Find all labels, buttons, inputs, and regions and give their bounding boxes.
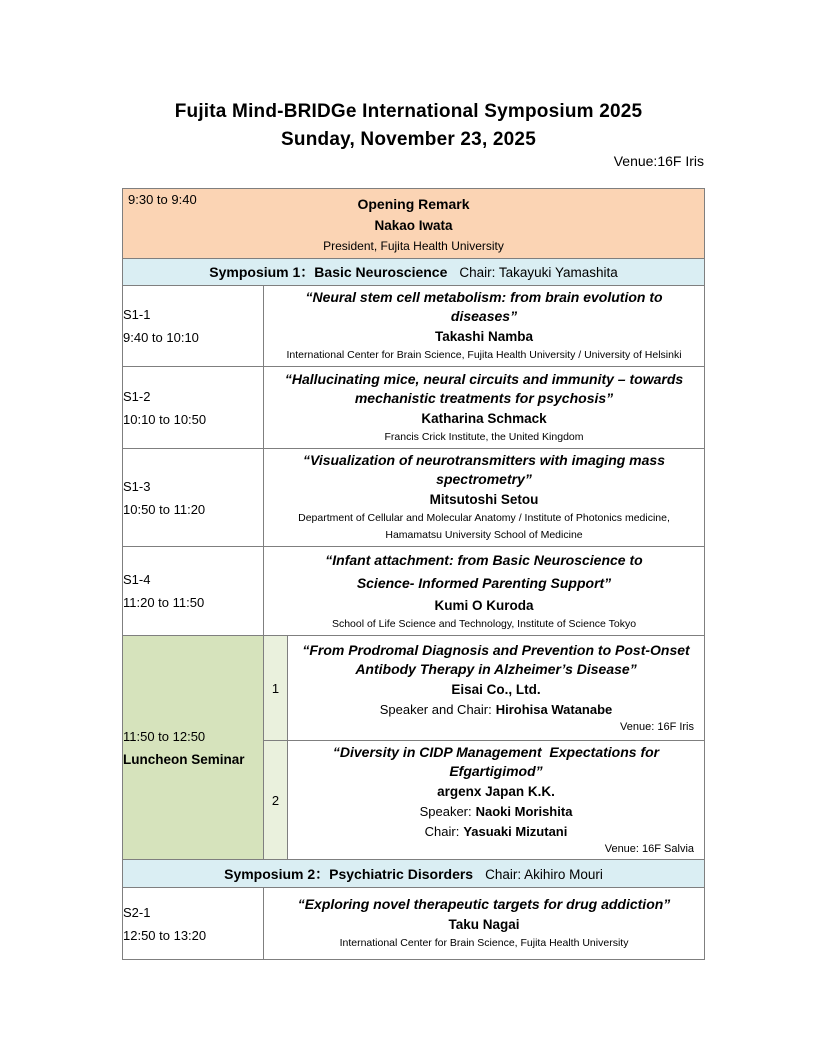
talk-speaker: Takashi Namba [434,329,534,344]
session-time: 10:50 to 11:20 [123,501,206,517]
opening-time: 9:30 to 9:40 [128,192,197,207]
session-code-cell [123,888,264,960]
session-code: S1-2 [123,388,151,404]
speaker-chair-label: Speaker and Chair: [379,702,492,717]
chair-label: Chair: [424,824,460,839]
session-code-cell [123,367,264,449]
talk-title: “Neural stem cell metabolism: from brain evolution to diseases” [305,289,667,324]
symposium2-chair: Chair: Akihiro Mouri [485,866,603,882]
session-row-s1-4 [123,547,705,636]
luncheon-row-1 [123,636,705,741]
symposium1-header-row [123,259,705,286]
talk-affiliation: School of Life Science and Technology, Institute of Science Tokyo [331,618,637,630]
symposium2-header-row [123,860,705,888]
talk-title-line1: “Hallucinating mice, neural circuits and immunity – towards [284,370,684,387]
sponsor-company: Eisai Co., Ltd. [451,682,541,697]
talk-speaker: Katharina Schmack [421,410,547,426]
speaker-name: Naoki Morishita [475,804,573,819]
session-code-cell [123,286,264,367]
session-content [264,547,704,635]
session-code: S2-1 [123,904,151,920]
symposium2-header-cell [123,860,705,888]
talk-title-line2: spectrometry” [436,471,532,487]
luncheon-content-cell [288,741,705,860]
session-content [264,368,704,448]
opening-title: Opening Remark [357,195,470,212]
session-content-cell [264,286,705,367]
luncheon-time: 11:50 to 12:50 [123,728,206,744]
session-content-cell [264,449,705,547]
luncheon-number-cell: 2 [264,741,288,860]
session-time: 11:20 to 11:50 [123,595,205,610]
speaker-label: Speaker: [419,804,472,819]
talk-affiliation: Francis Crick Institute, the United Kingdom [384,430,584,443]
talk-title: “Diversity in CIDP Management Expectations for Efgartigimod” [332,744,664,779]
seminar-venue: Venue: 16F Iris [620,721,695,733]
talk-title-line1: “From Prodromal Diagnosis and Prevention to Post-Onset [302,642,690,658]
symposium2-title: Symposium 2：Psychiatric Disorders [224,865,474,882]
symposium1-header-cell [123,259,705,286]
session-time: 9:40 to 10:10 [123,330,199,345]
session-row-s1-2 [123,367,705,449]
chair-name: Yasuaki Mizutani [463,824,568,839]
program-table [122,188,705,960]
talk-speaker: Mitsutoshi Setou [429,492,539,507]
luncheon-content [288,741,704,859]
talk-title-line1: “Infant attachment: from Basic Neuroscience to [325,552,643,568]
speaker-chair-line [380,700,613,720]
session-content-cell [264,888,705,960]
sponsor-company: argenx Japan K.K. [437,784,555,799]
session-content [264,286,704,366]
session-row-s1-3 [123,449,705,547]
session-content [264,449,704,546]
opening-cell [123,189,705,259]
opening-row [123,189,705,259]
talk-title-line2: Antibody Therapy in Alzheimer’s Disease” [355,661,637,677]
talk-speaker: Taku Nagai [448,917,520,932]
session-content [264,893,704,954]
opening-content [123,191,704,257]
seminar-venue: Venue: 16F Salvia [604,843,695,855]
symposium1-title: Symposium 1：Basic Neuroscience [209,264,448,280]
talk-title: “Exploring novel therapeutic targets for drug addiction” [297,896,671,912]
talk-title-line2: Science- Informed Parenting Support” [356,575,612,591]
session-code: S1-1 [123,307,151,322]
talk-speaker: Kumi O Kuroda [434,598,534,613]
talk-title-line1: “Visualization of neurotransmitters with imaging mass [303,452,665,468]
talk-affiliation-line1: Department of Cellular and Molecular Anatomy / Institute of Photonics medicine, [298,512,670,524]
luncheon-time-cell [123,636,264,860]
venue-note: Venue:16F Iris [613,153,704,169]
opening-speaker: Nakao Iwata [374,217,453,233]
document-title [0,98,817,154]
luncheon-content-cell [288,636,705,741]
speaker-line [420,802,573,822]
session-code-cell [123,449,264,547]
session-content-cell [264,547,705,636]
speaker-chair-name: Hirohisa Watanabe [495,702,613,717]
chair-line [425,822,568,842]
session-code-cell [123,547,264,636]
talk-affiliation: International Center for Brain Science, Fujita Health University [339,937,629,949]
session-code: S1-3 [123,478,151,494]
opening-affiliation: President, Fujita Health University [323,238,504,253]
talk-title-line2: mechanistic treatments for psychosis” [354,389,614,406]
document-title-line1: Fujita Mind-BRIDGe International Symposium 2025 [174,101,643,122]
session-code: S1-4 [123,572,151,587]
session-content-cell [264,367,705,449]
luncheon-label: Luncheon Seminar [123,751,245,767]
talk-affiliation: International Center for Brain Science, Fujita Health University / University of Helsinki [286,349,682,361]
session-time: 12:50 to 13:20 [123,927,207,943]
session-row-s2-1 [123,888,705,960]
document-title-line2: Sunday, November 23, 2025 [281,129,536,150]
session-row-s1-1 [123,286,705,367]
luncheon-content [288,639,704,737]
session-time: 10:10 to 10:50 [123,411,207,427]
symposium1-chair: Chair: Takayuki Yamashita [459,265,618,280]
luncheon-number-cell: 1 [264,636,288,741]
talk-affiliation-line2: Hamamatsu University School of Medicine [385,529,583,541]
